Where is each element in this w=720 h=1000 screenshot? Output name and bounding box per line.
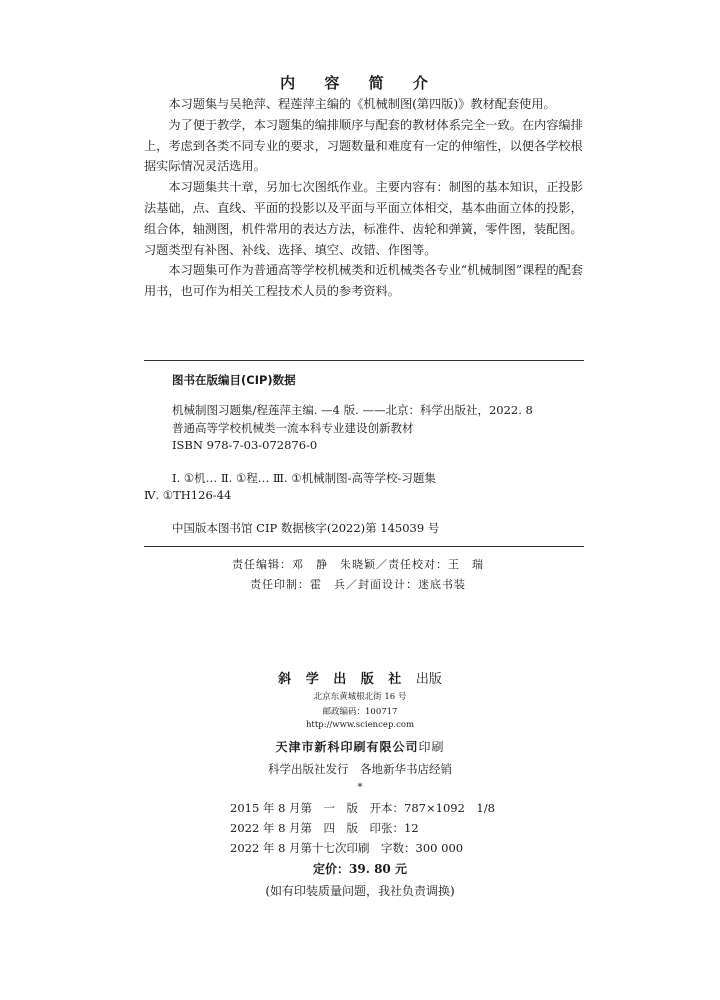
printer-name-text: 天津市新科印刷有限公司 (275, 740, 419, 754)
distribution-info: 科学出版社发行 各地新华书店经销 (268, 762, 452, 776)
printer-name-suffix: 印刷 (418, 740, 445, 754)
staff-production: 责任印制：霍 兵／封面设计：迷底书装 (250, 578, 466, 591)
cip-heading: 图书在版编目(CIP)数据 (172, 373, 296, 387)
divider-top (144, 360, 584, 361)
divider-bottom (144, 546, 584, 547)
intro-paragraph: 本习题集与吴艳萍、程莲萍主编的《机械制图(第四版)》教材配套使用。 (168, 97, 556, 111)
staff-editors: 责任编辑：邓 静 朱晓颖／责任校对：王 瑞 (232, 558, 484, 571)
cip-line-title: 机械制图习题集/程莲萍主编. —4 版. ——北京：科学出版社，2022. 8 (172, 403, 533, 417)
separator-star: * (357, 782, 363, 793)
edition-printing: 2022 年 8 月第十七次印刷 字数：300 000 (230, 841, 464, 855)
publisher-name (0, 668, 720, 687)
intro-paragraph: 本习题集共十章，另加七次图纸作业。主要内容有：制图的基本知识，正投影法基础，点、直线、平面的投影以及平面与平面立体相交，基本曲面立体的投影，组合体，轴测图，机件常用的表达方法，标准件、齿轮和弹簧，零件图，装配图。习题类型有补图、补线、选择、填空、改错、作图等。 (144, 180, 583, 257)
intro-body (144, 94, 584, 302)
intro-paragraph: 为了便于教学，本习题集的编排顺序与配套的教材体系完全一致。在内容编排上，考虑到各类不同专业的要求，习题数量和难度有一定的伸缩性，以便各学校根据实际情况灵活选用。 (144, 117, 583, 174)
publisher-name-text: 斜 学 出 版 社 (278, 672, 407, 687)
publisher-url: http://www.sciencep.com (305, 720, 415, 730)
cip-isbn: ISBN 978-7-03-072876-0 (172, 438, 318, 452)
cip-classification-code: Ⅳ. ①TH126-44 (144, 488, 232, 502)
publisher-address: 北京东黄城根北街 16 号 (313, 692, 407, 702)
publisher-postcode: 邮政编码：100717 (322, 707, 398, 717)
publisher-name-suffix: 出版 (415, 672, 442, 687)
cip-record-number: 中国版本图书馆 CIP 数据核字(2022)第 145039 号 (172, 521, 440, 535)
cip-line-series: 普通高等学校机械类一流本科专业建设创新教材 (172, 421, 414, 435)
cip-classification: Ⅰ. ①机… Ⅱ. ①程… Ⅲ. ①机械制图-高等学校-习题集 (172, 471, 436, 485)
price: 定价：39. 80 元 (313, 862, 407, 876)
quality-note: (如有印装质量问题，我社负责调换) (265, 884, 455, 898)
edition-fourth: 2022 年 8 月第 四 版 印张：12 (230, 821, 419, 835)
intro-paragraph: 本习题集可作为普通高等学校机械类和近机械类各专业“机械制图”课程的配套用书，也可作为相关工程技术人员的参考资料。 (144, 263, 584, 299)
printer-name (0, 738, 720, 755)
intro-title: 内 容 简 介 (280, 74, 440, 92)
edition-first: 2015 年 8 月第 一 版 开本：787×1092 1/8 (230, 801, 495, 815)
